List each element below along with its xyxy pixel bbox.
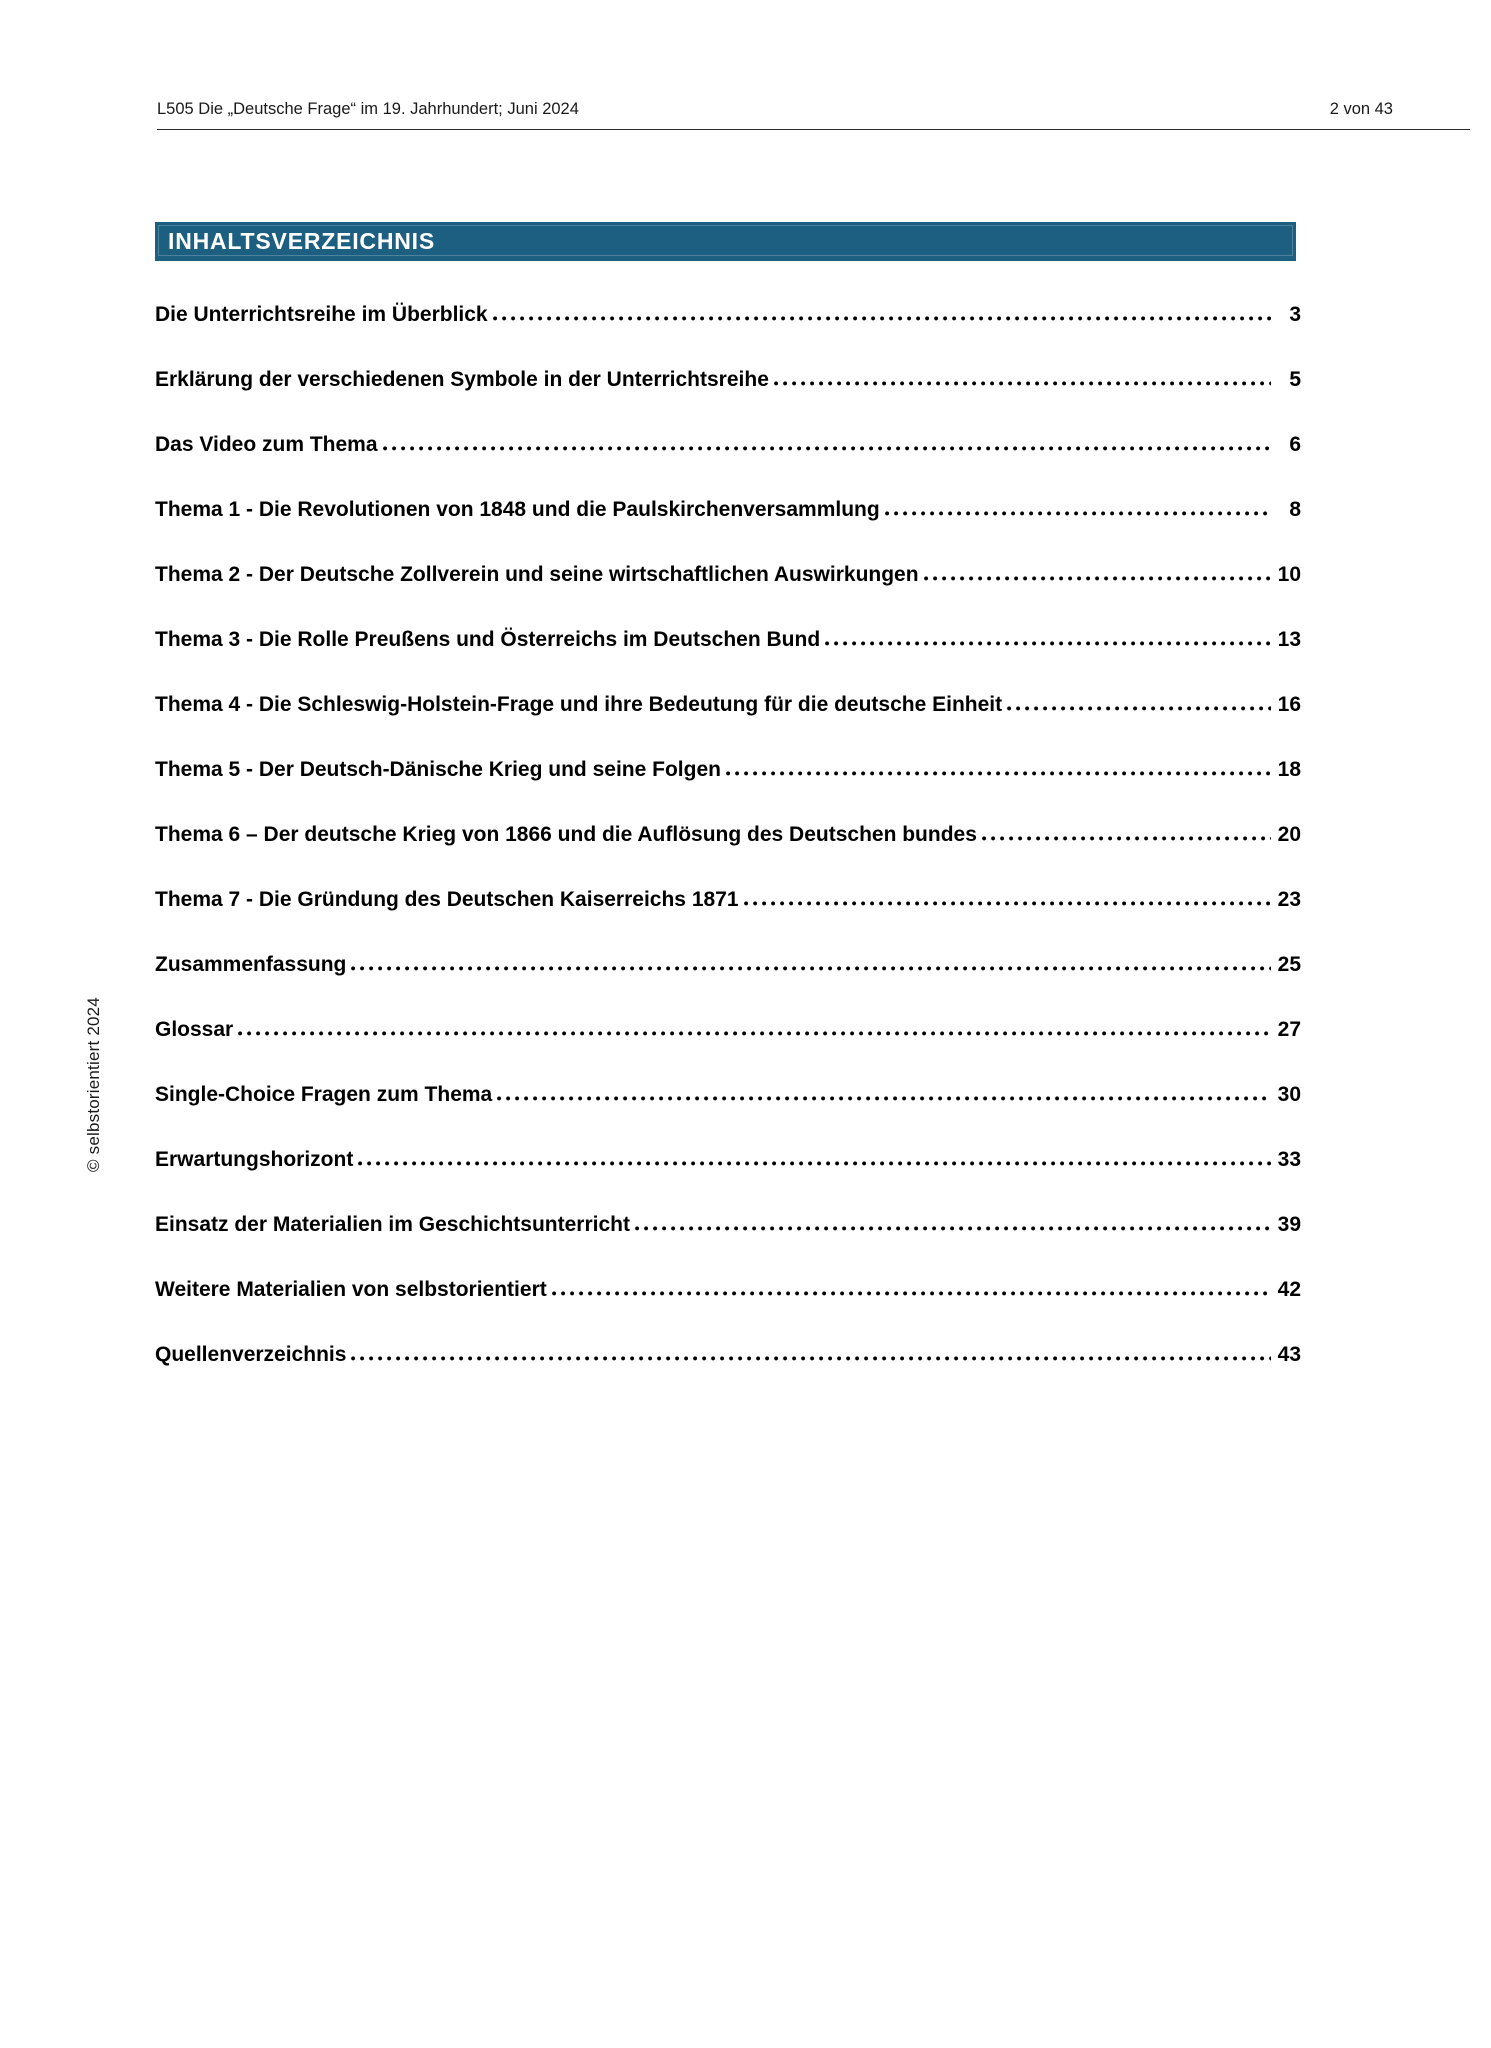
dot-leader bbox=[351, 966, 1271, 971]
toc-entry-label: Das Video zum Thema bbox=[155, 433, 378, 456]
toc-entry[interactable] bbox=[155, 801, 1301, 866]
toc-entry-page-number: 20 bbox=[1277, 823, 1301, 846]
toc-entry[interactable] bbox=[155, 671, 1301, 736]
dot-leader bbox=[982, 836, 1271, 841]
toc-entry-label: Thema 2 - Der Deutsche Zollverein und seine wirtschaftlichen Auswirkungen bbox=[155, 563, 919, 586]
toc-entry[interactable] bbox=[155, 866, 1301, 931]
dot-leader bbox=[351, 1356, 1271, 1361]
toc-entry-page-number: 6 bbox=[1289, 433, 1301, 456]
toc-entry-page-number: 43 bbox=[1277, 1343, 1301, 1366]
toc-entry[interactable] bbox=[155, 1321, 1301, 1386]
toc-entry-label: Thema 4 - Die Schleswig-Holstein-Frage und ihre Bedeutung für die deutsche Einheit bbox=[155, 693, 1003, 716]
toc-title-bar bbox=[155, 222, 1296, 261]
toc-entry-page-number: 10 bbox=[1277, 563, 1301, 586]
toc-entry-label: Die Unterrichtsreihe im Überblick bbox=[155, 303, 488, 326]
toc-title: INHALTSVERZEICHNIS bbox=[168, 228, 435, 254]
dot-leader bbox=[497, 1096, 1271, 1101]
dot-leader bbox=[1007, 706, 1271, 711]
toc-entry[interactable] bbox=[155, 346, 1301, 411]
toc-entry[interactable] bbox=[155, 996, 1301, 1061]
dot-leader bbox=[744, 901, 1271, 906]
toc-entry[interactable] bbox=[155, 476, 1301, 541]
copyright-vertical-label: © selbstorientiert 2024 bbox=[84, 997, 103, 1172]
toc-entry[interactable] bbox=[155, 606, 1301, 671]
toc-list bbox=[155, 281, 1301, 1386]
toc-entry[interactable] bbox=[155, 1191, 1301, 1256]
toc-entry-page-number: 5 bbox=[1289, 368, 1301, 391]
toc-entry-label: Glossar bbox=[155, 1018, 234, 1041]
toc-entry[interactable] bbox=[155, 541, 1301, 606]
toc-entry-page-number: 3 bbox=[1289, 303, 1301, 326]
toc-entry-page-number: 42 bbox=[1277, 1278, 1301, 1301]
toc-entry[interactable] bbox=[155, 1126, 1301, 1191]
dot-leader bbox=[635, 1226, 1271, 1231]
dot-leader bbox=[885, 511, 1271, 516]
toc-entry-label: Weitere Materialien von selbstorientiert bbox=[155, 1278, 547, 1301]
toc-entry-label: Single-Choice Fragen zum Thema bbox=[155, 1083, 493, 1106]
toc-entry-page-number: 8 bbox=[1289, 498, 1301, 521]
dot-leader bbox=[383, 446, 1271, 451]
dot-leader bbox=[774, 381, 1271, 386]
toc-entry[interactable] bbox=[155, 281, 1301, 346]
toc-entry-label: Thema 3 - Die Rolle Preußens und Österreichs im Deutschen Bund bbox=[155, 628, 821, 651]
toc-entry-label: Thema 5 - Der Deutsch-Dänische Krieg und seine Folgen bbox=[155, 758, 721, 781]
dot-leader bbox=[552, 1291, 1271, 1296]
toc-entry-label: Erklärung der verschiedenen Symbole in der Unterrichtsreihe bbox=[155, 368, 769, 391]
header-document-title: L505 Die „Deutsche Frage“ im 19. Jahrhundert; Juni 2024 bbox=[157, 100, 579, 118]
toc-entry[interactable] bbox=[155, 411, 1301, 476]
page-header bbox=[157, 99, 1470, 130]
dot-leader bbox=[825, 641, 1271, 646]
toc-entry[interactable] bbox=[155, 1061, 1301, 1126]
dot-leader bbox=[238, 1031, 1271, 1036]
toc-entry-label: Erwartungshorizont bbox=[155, 1148, 354, 1171]
toc-entry-page-number: 25 bbox=[1277, 953, 1301, 976]
toc-entry-page-number: 16 bbox=[1277, 693, 1301, 716]
toc-entry-label: Thema 1 - Die Revolutionen von 1848 und die Paulskirchenversammlung bbox=[155, 498, 880, 521]
toc-entry-page-number: 33 bbox=[1277, 1148, 1301, 1171]
toc-entry-page-number: 39 bbox=[1277, 1213, 1301, 1236]
toc-entry-page-number: 13 bbox=[1277, 628, 1301, 651]
toc-entry-label: Einsatz der Materialien im Geschichtsunterricht bbox=[155, 1213, 630, 1236]
toc-entry-page-number: 18 bbox=[1277, 758, 1301, 781]
toc-entry[interactable] bbox=[155, 1256, 1301, 1321]
dot-leader bbox=[493, 316, 1271, 321]
toc-entry[interactable] bbox=[155, 736, 1301, 801]
header-page-indicator: 2 von 43 bbox=[1329, 100, 1393, 118]
dot-leader bbox=[924, 576, 1271, 581]
toc-entry-page-number: 23 bbox=[1277, 888, 1301, 911]
toc-entry-label: Zusammenfassung bbox=[155, 953, 347, 976]
dot-leader bbox=[726, 771, 1271, 776]
toc-entry-page-number: 27 bbox=[1277, 1018, 1301, 1041]
toc-entry-page-number: 30 bbox=[1277, 1083, 1301, 1106]
dot-leader bbox=[358, 1161, 1271, 1166]
toc-entry-label: Quellenverzeichnis bbox=[155, 1343, 347, 1366]
toc-entry-label: Thema 7 - Die Gründung des Deutschen Kaiserreichs 1871 bbox=[155, 888, 739, 911]
toc-entry-label: Thema 6 – Der deutsche Krieg von 1866 und die Auflösung des Deutschen bundes bbox=[155, 823, 977, 846]
toc-entry[interactable] bbox=[155, 931, 1301, 996]
